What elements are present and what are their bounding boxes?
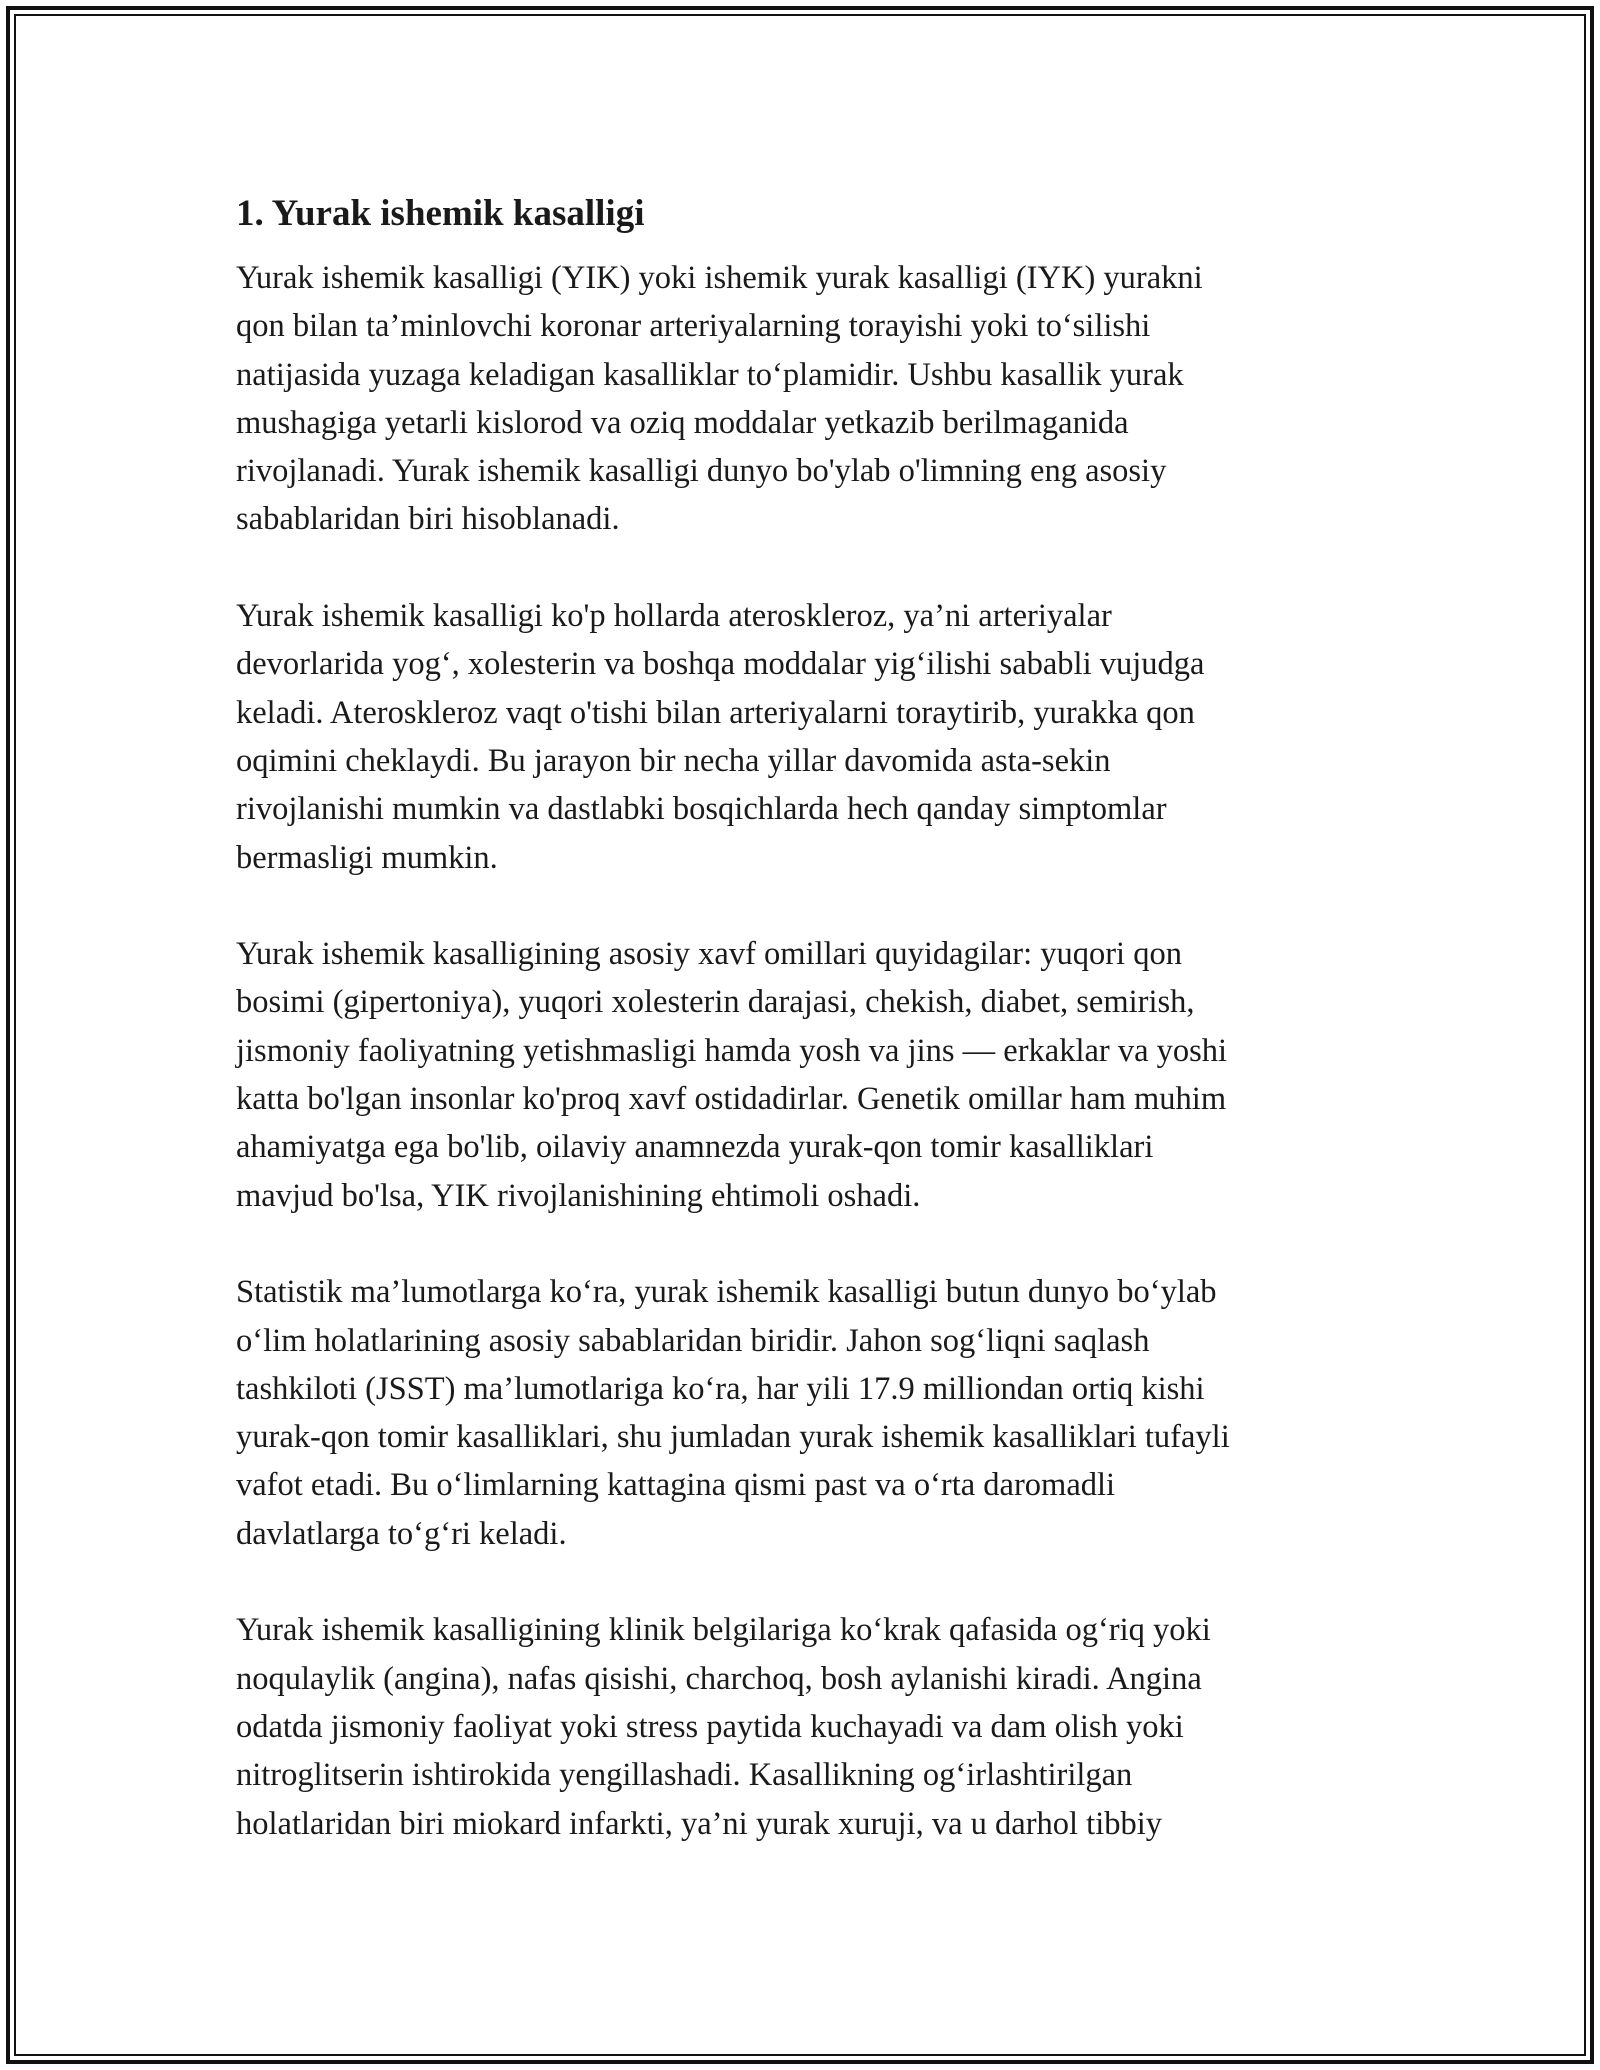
text-line: davlatlarga to‘g‘ri keladi. — [236, 1515, 567, 1552]
document-body — [236, 186, 1376, 1896]
text-line: rivojlanishi mumkin va dastlabki bosqichlarda hech qanday simptomlar — [236, 791, 1167, 828]
text-line: Yurak ishemik kasalligi ko'p hollarda ateroskleroz, ya’ni arteriyalar — [236, 598, 1112, 635]
text-line: odatda jismoniy faoliyat yoki stress paytida kuchayadi va dam olish yoki — [236, 1708, 1184, 1745]
text-line: natijasida yuzaga keladigan kasalliklar to‘plamidir. Ushbu kasallik yurak — [236, 356, 1184, 393]
text-line: bermasligi mumkin. — [236, 839, 498, 876]
paragraph-2 — [236, 592, 1376, 882]
text-line: tashkiloti (JSST) ma’lumotlariga ko‘ra, har yili 17.9 milliondan ortiq kishi — [236, 1370, 1205, 1407]
text-line: devorlarida yog‘, xolesterin va boshqa moddalar yig‘ilishi sababli vujudga — [236, 646, 1205, 683]
text-line: o‘lim holatlarining asosiy sabablaridan biridir. Jahon sog‘liqni saqlash — [236, 1322, 1150, 1359]
text-line: rivojlanadi. Yurak ishemik kasalligi dunyo bo'ylab o'limning eng asosiy — [236, 453, 1167, 490]
text-line: mushagiga yetarli kislorod va oziq moddalar yetkazib berilmaganida — [236, 404, 1129, 441]
paragraph-4 — [236, 1268, 1376, 1558]
text-line: nitroglitserin ishtirokida yengillashadi. Kasallikning og‘irlashtirilgan — [236, 1757, 1133, 1794]
text-line: ahamiyatga ega bo'lib, oilaviy anamnezda yurak-qon tomir kasalliklari — [236, 1129, 1154, 1166]
text-line: Yurak ishemik kasalligining klinik belgilariga ko‘krak qafasida og‘riq yoki — [236, 1612, 1211, 1649]
section-heading: 1. Yurak ishemik kasalligi — [236, 193, 645, 234]
text-line: Yurak ishemik kasalligi (YIK) yoki ishemik yurak kasalligi (IYK) yurakni — [236, 260, 1203, 296]
text-line: keladi. Ateroskleroz vaqt o'tishi bilan arteriyalarni toraytirib, yurakka qon — [236, 694, 1195, 731]
text-line: vafot etadi. Bu o‘limlarning kattagina qismi past va o‘rta daromadli — [236, 1467, 1116, 1504]
paragraph-5 — [236, 1606, 1376, 1847]
text-line: qon bilan ta’minlovchi koronar arteriyalarning torayishi yoki to‘silishi — [236, 308, 1151, 345]
text-line: Statistik ma’lumotlarga ko‘ra, yurak ishemik kasalligi butun dunyo bo‘ylab — [236, 1274, 1217, 1311]
paragraph-1 — [236, 254, 1376, 544]
text-line: bosimi (gipertoniya), yuqori xolesterin darajasi, chekish, diabet, semirish, — [236, 984, 1195, 1021]
text-line: holatlaridan biri miokard infarkti, ya’ni yurak xuruji, va u darhol tibbiy — [236, 1805, 1163, 1842]
text-line: jismoniy faoliyatning yetishmasligi hamda yosh va jins — erkaklar va yoshi — [236, 1032, 1228, 1069]
text-line: yurak-qon tomir kasalliklari, shu jumladan yurak ishemik kasalliklari tufayli — [236, 1419, 1230, 1456]
text-line: oqimini cheklaydi. Bu jarayon bir necha yillar davomida asta-sekin — [236, 742, 1111, 779]
text-line: noqulaylik (angina), nafas qisishi, charchoq, bosh aylanishi kiradi. Angina — [236, 1660, 1202, 1697]
text-line: mavjud bo'lsa, YIK rivojlanishining ehtimoli oshadi. — [236, 1177, 921, 1214]
text-line: Yurak ishemik kasalligining asosiy xavf omillari quyidagilar: yuqori qon — [236, 936, 1182, 973]
text-line: sabablaridan biri hisoblanadi. — [236, 501, 620, 538]
text-line: katta bo'lgan insonlar ko'proq xavf ostidadirlar. Genetik omillar ham muhim — [236, 1081, 1227, 1118]
paragraph-3 — [236, 930, 1376, 1220]
